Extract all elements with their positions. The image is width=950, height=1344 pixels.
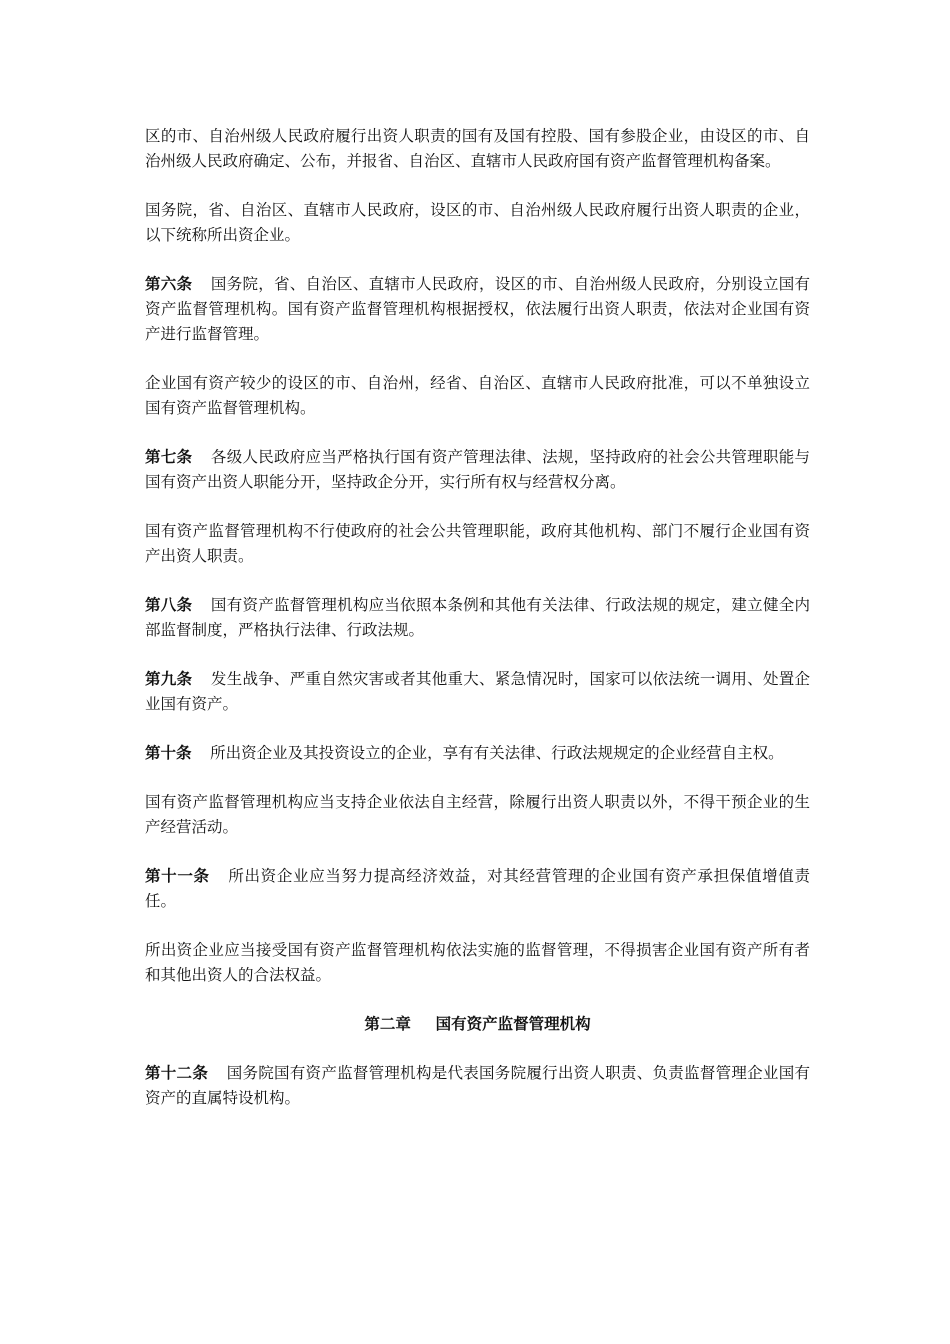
article-number: 第六条 [145, 275, 193, 293]
chapter-title: 国有资产监督管理机构 [435, 1015, 591, 1033]
article-number: 第七条 [145, 448, 193, 466]
paragraph-text: 国有资产监督管理机构应当支持企业依法自主经营，除履行出资人职责以外，不得干预企业的生产经营活动。 [145, 793, 810, 836]
article-number: 第八条 [145, 596, 193, 614]
paragraph-text: 国务院，省、自治区、直辖市人民政府，设区的市、自治州级人民政府履行出资人职责的企业，以下统称所出资企业。 [145, 201, 810, 244]
article-number: 第九条 [145, 670, 193, 688]
paragraph-text: 区的市、自治州级人民政府履行出资人职责的国有及国有控股、国有参股企业，由设区的市、自治州级人民政府确定、公布，并报省、自治区、直辖市人民政府国有资产监督管理机构备案。 [145, 127, 810, 170]
paragraph-text: 所出资企业应当接受国有资产监督管理机构依法实施的监督管理，不得损害企业国有资产所有者和其他出资人的合法权益。 [145, 941, 810, 984]
paragraph-text: 所出资企业及其投资设立的企业，享有有关法律、行政法规规定的企业经营自主权。 [210, 744, 784, 762]
paragraph-text: 企业国有资产较少的设区的市、自治州，经省、自治区、直辖市人民政府批准，可以不单独设立国有资产监督管理机构。 [145, 374, 810, 417]
paragraph [145, 938, 810, 988]
article-10 [145, 741, 810, 766]
paragraph-text: 国有资产监督管理机构不行使政府的社会公共管理职能，政府其他机构、部门不履行企业国有资产出资人职责。 [145, 522, 810, 565]
paragraph [145, 124, 810, 174]
article-number: 第十条 [145, 744, 192, 762]
chapter-number: 第二章 [364, 1015, 411, 1033]
article-7 [145, 445, 810, 495]
chapter-heading [145, 1012, 810, 1037]
article-11 [145, 864, 810, 914]
document-page [145, 124, 810, 1135]
article-number: 第十二条 [145, 1064, 209, 1082]
paragraph-text: 所出资企业应当努力提高经济效益，对其经营管理的企业国有资产承担保值增值责任。 [145, 867, 810, 910]
article-6 [145, 272, 810, 347]
paragraph [145, 198, 810, 248]
paragraph [145, 790, 810, 840]
paragraph-text: 国务院国有资产监督管理机构是代表国务院履行出资人职责、负责监督管理企业国有资产的直属特设机构。 [145, 1064, 810, 1107]
paragraph [145, 371, 810, 421]
article-8 [145, 593, 810, 643]
paragraph-text: 各级人民政府应当严格执行国有资产管理法律、法规，坚持政府的社会公共管理职能与国有资产出资人职能分开，坚持政企分开，实行所有权与经营权分离。 [145, 448, 810, 491]
paragraph [145, 519, 810, 569]
paragraph-text: 国务院，省、自治区、直辖市人民政府，设区的市、自治州级人民政府，分别设立国有资产监督管理机构。国有资产监督管理机构根据授权，依法履行出资人职责，依法对企业国有资产进行监督管理。 [145, 275, 810, 343]
article-12 [145, 1061, 810, 1111]
article-9 [145, 667, 810, 717]
paragraph-text: 国有资产监督管理机构应当依照本条例和其他有关法律、行政法规的规定，建立健全内部监督制度，严格执行法律、行政法规。 [145, 596, 810, 639]
paragraph-text: 发生战争、严重自然灾害或者其他重大、紧急情况时，国家可以依法统一调用、处置企业国有资产。 [145, 670, 810, 713]
article-number: 第十一条 [145, 867, 210, 885]
